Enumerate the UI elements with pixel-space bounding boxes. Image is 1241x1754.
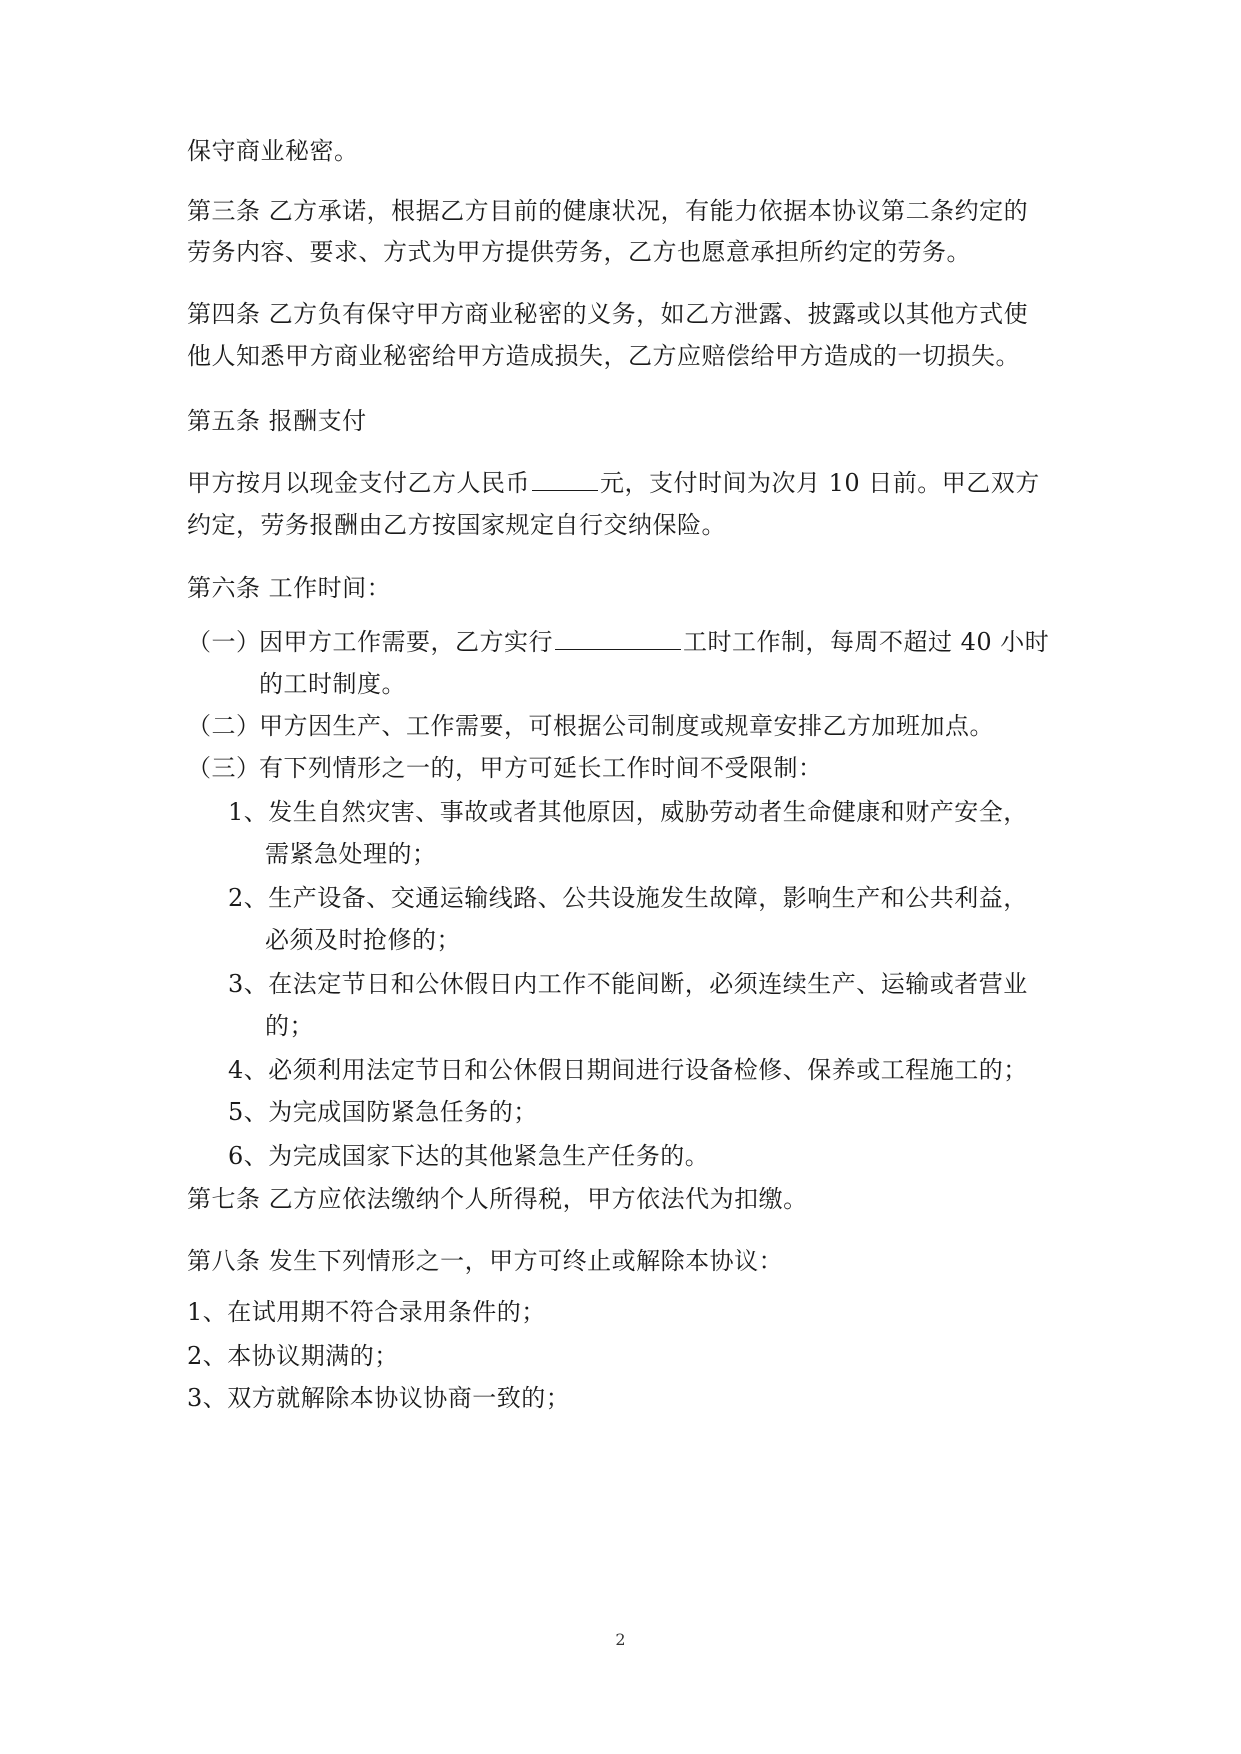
item-text: 有下列情形之一的，甲方可延长工作时间不受限制： bbox=[259, 754, 823, 782]
sub-item-2-line-1: 2、生产设备、交通运输线路、公共设施发生故障，影响生产和公共利益， bbox=[228, 884, 1028, 912]
article-3-line-1: 第三条 乙方承诺，根据乙方目前的健康状况，有能力依据本协议第二条约定的 bbox=[187, 197, 1029, 225]
sub-item-3-line-1: 3、在法定节日和公休假日内工作不能间断，必须连续生产、运输或者营业 bbox=[228, 970, 1028, 998]
sub-item-2-line-2: 必须及时抢修的； bbox=[265, 926, 461, 954]
article-5-line-1 bbox=[187, 467, 1040, 499]
work-hours-text-before-blank: 因甲方工作需要，乙方实行 bbox=[259, 628, 553, 656]
item-number: （三） bbox=[187, 754, 261, 782]
article-3-line-2: 劳务内容、要求、方式为甲方提供劳务，乙方也愿意承担所约定的劳务。 bbox=[187, 238, 971, 266]
item-number: （一） bbox=[187, 628, 261, 656]
sub-item-6: 6、为完成国家下达的其他紧急生产任务的。 bbox=[228, 1142, 710, 1170]
payment-text-before-blank: 甲方按月以现金支付乙方人民币 bbox=[187, 469, 530, 497]
payment-amount-blank bbox=[532, 468, 598, 491]
article-5-line-2: 约定，劳务报酬由乙方按国家规定自行交纳保险。 bbox=[187, 511, 726, 539]
sub-item-1-line-2: 需紧急处理的； bbox=[265, 840, 437, 868]
article-5-heading: 第五条 报酬支付 bbox=[187, 407, 367, 435]
article-8-item-2: 2、本协议期满的； bbox=[187, 1342, 399, 1370]
article-6-item-1-line-2: 的工时制度。 bbox=[259, 670, 406, 698]
sub-item-4: 4、必须利用法定节日和公休假日期间进行设备检修、保养或工程施工的； bbox=[228, 1056, 1028, 1084]
article-7: 第七条 乙方应依法缴纳个人所得税，甲方依法代为扣缴。 bbox=[187, 1185, 808, 1213]
item-number: （二） bbox=[187, 712, 261, 740]
article-6-item-3 bbox=[187, 752, 823, 784]
sub-item-3-line-2: 的； bbox=[265, 1012, 314, 1040]
article-8-heading: 第八条 发生下列情形之一，甲方可终止或解除本协议： bbox=[187, 1247, 784, 1275]
article-4-line-2: 他人知悉甲方商业秘密给甲方造成损失，乙方应赔偿给甲方造成的一切损失。 bbox=[187, 342, 1020, 370]
article-4-line-1: 第四条 乙方负有保守甲方商业秘密的义务，如乙方泄露、披露或以其他方式使 bbox=[187, 300, 1029, 328]
work-hours-text-after-blank: 工时工作制，每周不超过 40 小时 bbox=[683, 628, 1050, 656]
article-6-item-1-line-1 bbox=[187, 626, 1049, 658]
page-number: 2 bbox=[615, 1630, 626, 1649]
item-text: 甲方因生产、工作需要，可根据公司制度或规章安排乙方加班加点。 bbox=[259, 712, 994, 740]
article-6-item-2 bbox=[187, 710, 994, 742]
paragraph-line: 保守商业秘密。 bbox=[187, 137, 359, 165]
sub-item-1-line-1: 1、发生自然灾害、事故或者其他原因，威胁劳动者生命健康和财产安全， bbox=[228, 798, 1028, 826]
article-6-heading: 第六条 工作时间： bbox=[187, 574, 392, 602]
article-8-item-1: 1、在试用期不符合录用条件的； bbox=[187, 1298, 546, 1326]
work-hours-system-blank bbox=[555, 627, 681, 650]
sub-item-5: 5、为完成国防紧急任务的； bbox=[228, 1098, 538, 1126]
article-8-item-3: 3、双方就解除本协议协商一致的； bbox=[187, 1384, 571, 1412]
payment-text-after-blank: 元，支付时间为次月 10 日前。甲乙双方 bbox=[600, 469, 1040, 497]
